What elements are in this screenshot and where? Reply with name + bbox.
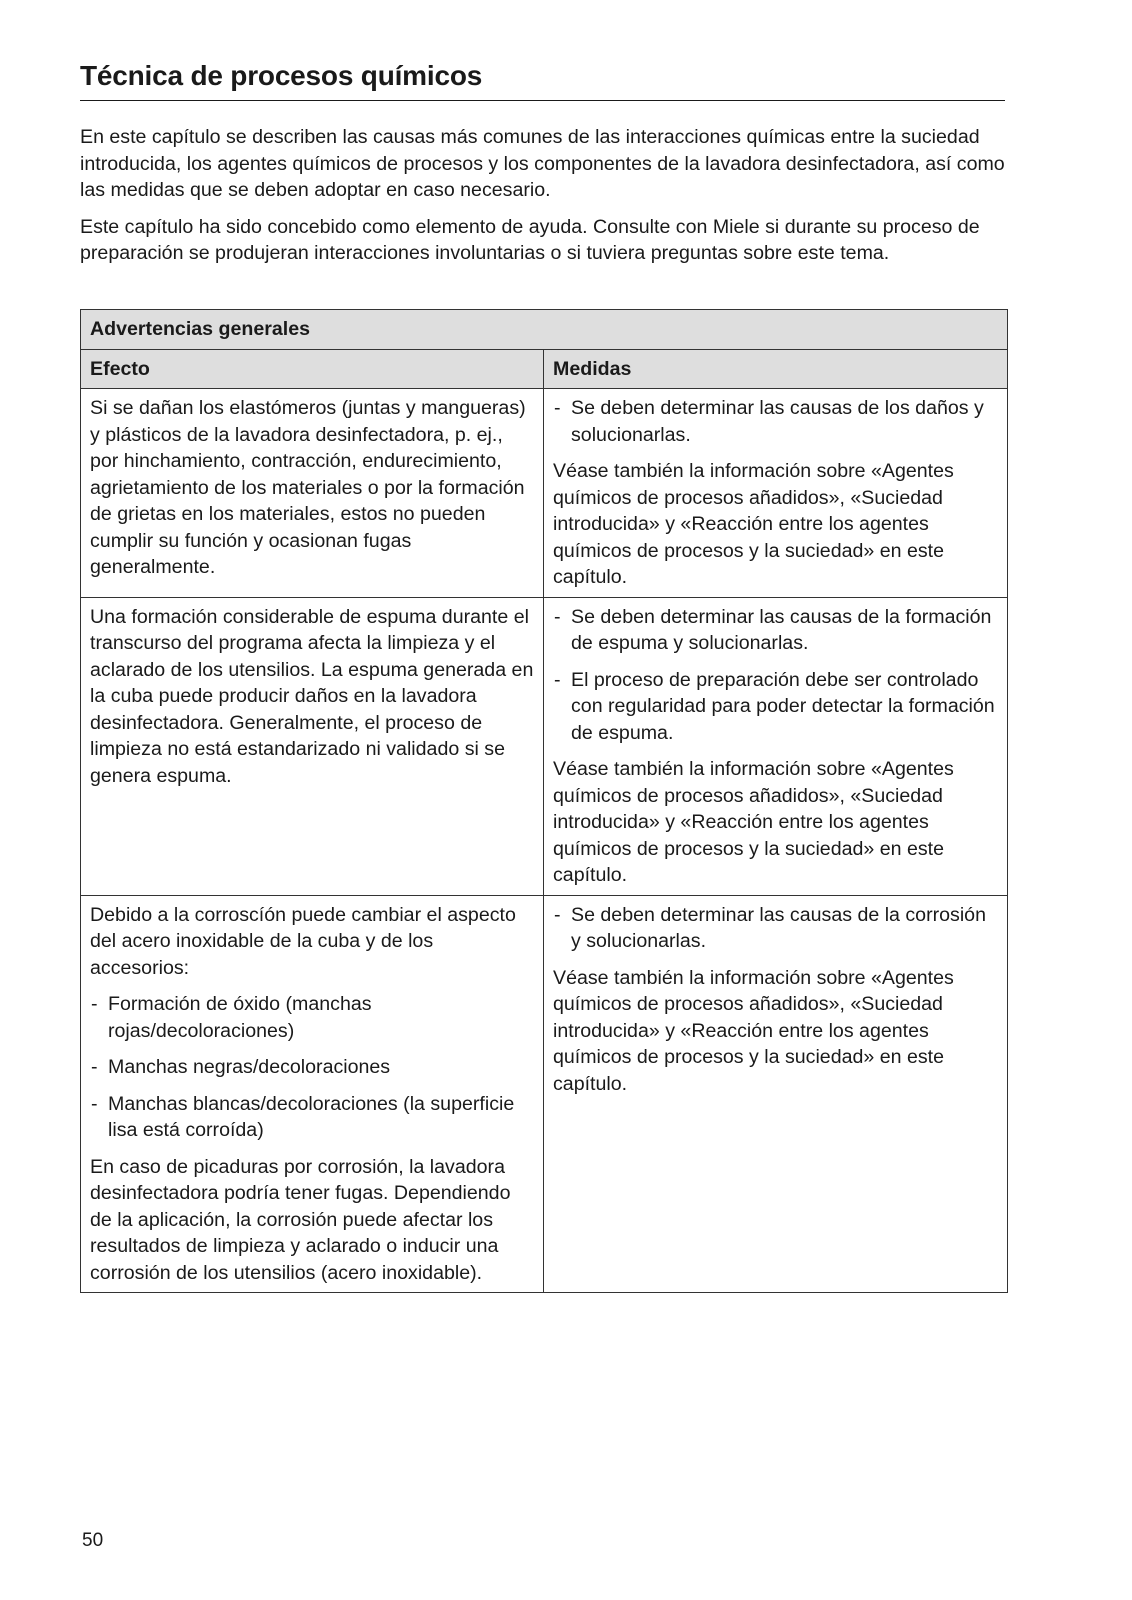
warnings-table	[80, 309, 1008, 1293]
list-item: - Se deben determinar las causas de los daños y solucionarlas.	[553, 395, 998, 448]
measures-list	[553, 395, 998, 448]
effect-text: En caso de picaduras por corrosión, la lavadora desinfectadora podría tener fugas. Dependiendo de la aplicación, la corrosión puede afectar los resultados de limpieza y aclarado o inducir una corrosión de los utensilios (acero inoxidable).	[90, 1155, 511, 1284]
list-item: - Formación de óxido (manchas rojas/decoloraciones)	[90, 991, 534, 1044]
table-caption-row	[81, 310, 1008, 350]
list-item: - Se deben determinar las causas de la formación de espuma y solucionarlas.	[553, 604, 998, 657]
effect-cell	[81, 597, 544, 895]
measures-note: Véase también la información sobre «Agentes químicos de procesos añadidos», «Suciedad introducida» y «Reacción entre los agentes químicos de procesos y la suciedad» en este capítulo.	[553, 758, 954, 886]
list-item: - Manchas negras/decoloraciones	[90, 1054, 534, 1081]
intro-paragraph: En este capítulo se describen las causas más comunes de las interacciones químicas entre la suciedad introducida, los agentes químicos de procesos y los componentes de la lavadora desinfectadora, así como las medidas que se deben adoptar en caso necesario.	[80, 126, 1005, 201]
table-row	[81, 895, 1008, 1293]
effect-cell	[81, 389, 544, 598]
effect-text: Una formación considerable de espuma durante el transcurso del programa afecta la limpieza y el aclarado de los utensilios. La espuma generada en la cuba puede producir daños en la lavadora desinfectadora. Generalmente, el proceso de limpieza no está estandarizado ni validado si se genera espuma.	[90, 605, 534, 787]
measures-list	[553, 902, 998, 955]
page-title: Técnica de procesos químicos	[80, 60, 1005, 101]
intro-paragraph: Este capítulo ha sido concebido como elemento de ayuda. Consulte con Miele si durante su proceso de preparación se produjeran interacciones involuntarias o si tuviera preguntas sobre este tema.	[80, 215, 980, 264]
table-row	[81, 597, 1008, 895]
page-number: 50	[82, 1530, 104, 1551]
effect-list	[90, 991, 534, 1144]
measures-cell	[544, 597, 1008, 895]
list-item: - Se deben determinar las causas de la corrosión y solucionarlas.	[553, 902, 998, 955]
table-caption: Advertencias generales	[81, 310, 1008, 350]
table-row	[81, 389, 1008, 598]
measures-cell	[544, 389, 1008, 598]
effect-text: Si se dañan los elastómeros (juntas y mangueras) y plásticos de la lavadora desinfectadora, p. ej., por hinchamiento, contracción, endurecimiento, agrietamiento de los materiales o por la formación de grietas en los materiales, estos no pueden cumplir su función y ocasionan fugas generalmente.	[90, 397, 526, 578]
list-item: - Manchas blancas/decoloraciones (la superficie lisa está corroída)	[90, 1091, 534, 1144]
list-item: - El proceso de preparación debe ser controlado con regularidad para poder detectar la formación de espuma.	[553, 667, 998, 747]
column-header-effect: Efecto	[81, 349, 544, 389]
effect-text: Debido a la corroscíón puede cambiar el aspecto del acero inoxidable de la cuba y de los accesorios:	[90, 903, 516, 979]
measures-list	[553, 604, 998, 747]
measures-note: Véase también la información sobre «Agentes químicos de procesos añadidos», «Suciedad introducida» y «Reacción entre los agentes químicos de procesos y la suciedad» en este capítulo.	[553, 460, 954, 588]
effect-cell	[81, 895, 544, 1293]
intro-section	[80, 124, 1010, 277]
measures-cell	[544, 895, 1008, 1293]
table-header-row	[81, 349, 1008, 389]
measures-note: Véase también la información sobre «Agentes químicos de procesos añadidos», «Suciedad introducida» y «Reacción entre los agentes químicos de procesos y la suciedad» en este capítulo.	[553, 966, 954, 1095]
column-header-measures: Medidas	[544, 349, 1008, 389]
